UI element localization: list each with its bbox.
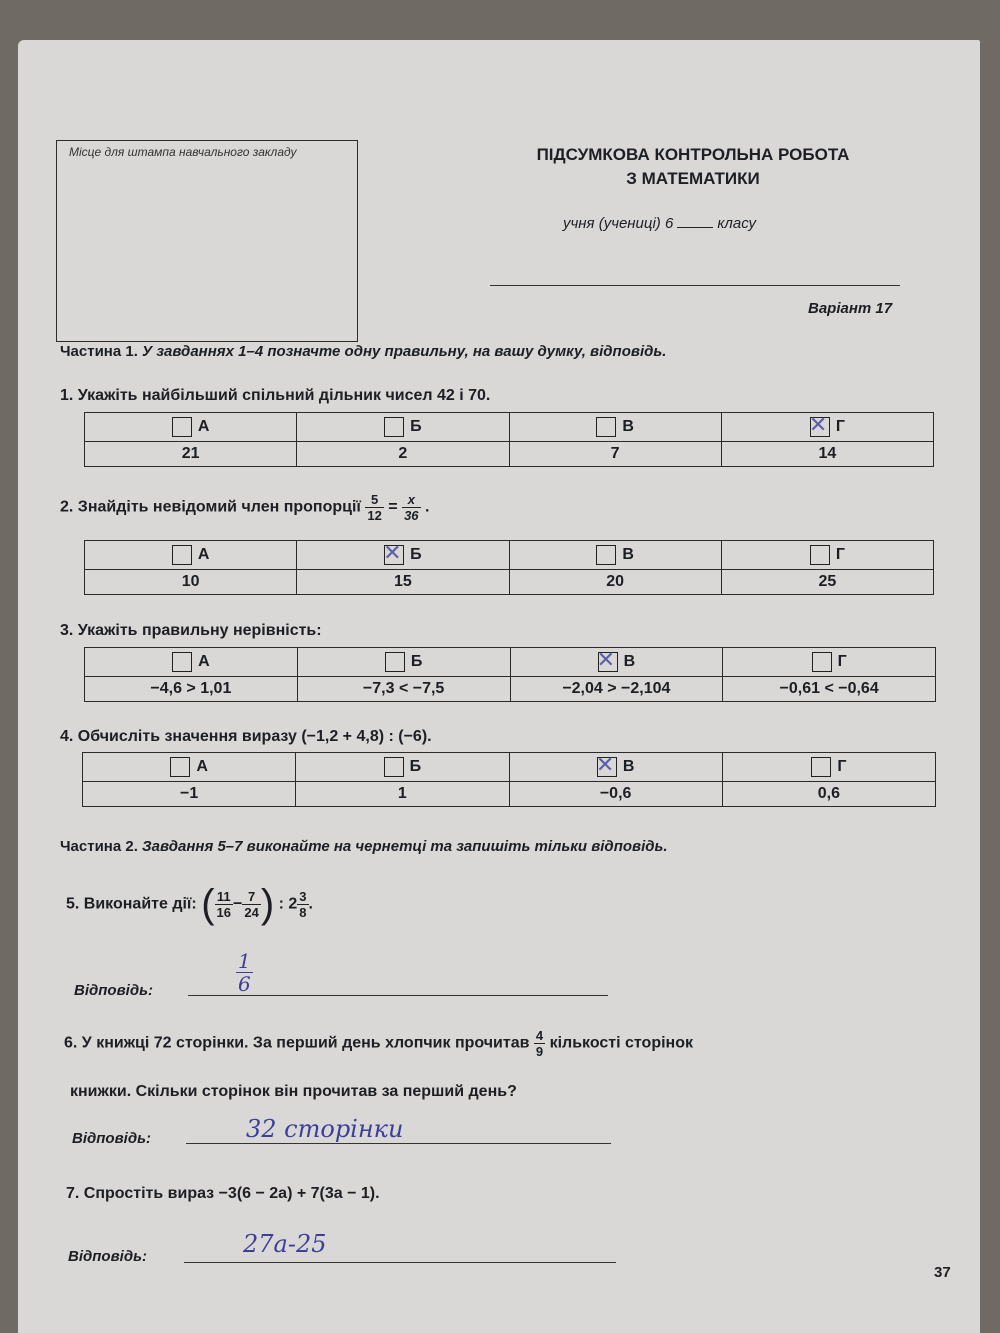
q5-mixed-den: 8 xyxy=(299,905,307,920)
q2-frac-a-den: 12 xyxy=(367,508,382,523)
q6-answer-handwritten: 32 сторінки xyxy=(246,1115,404,1143)
q1-text: 1. Укажіть найбільший спільний дільник чисел 42 і 70. xyxy=(60,387,491,404)
q3-text: 3. Укажіть правильну нерівність: xyxy=(60,622,322,639)
q2-letter-g: Г xyxy=(835,546,845,564)
q4-letter-a: А xyxy=(196,758,208,776)
q4-option-a[interactable] xyxy=(83,753,296,782)
q4-value-g: 0,6 xyxy=(722,782,935,807)
q2-value-b: 15 xyxy=(297,570,509,595)
q2-letter-a: А xyxy=(197,546,210,564)
part2-text: Завдання 5–7 виконайте на чернетці та запишіть тільки відповідь. xyxy=(142,838,668,855)
q1-values-row xyxy=(85,442,934,467)
q5-answer-field[interactable] xyxy=(188,995,608,996)
q4-value-b: 1 xyxy=(296,782,509,807)
q5-f1-num: 11 xyxy=(215,889,233,905)
part2-heading xyxy=(60,838,668,855)
q2-values-row xyxy=(85,570,934,595)
class-blank[interactable] xyxy=(677,227,713,228)
q2-fraction-a xyxy=(365,492,383,523)
q2-option-a[interactable] xyxy=(85,541,297,570)
page-number: 37 xyxy=(934,1264,951,1281)
q1-checkbox-g[interactable] xyxy=(810,417,830,437)
q3-letter-b: Б xyxy=(410,653,423,671)
worksheet-page xyxy=(18,40,980,1333)
q1-option-g[interactable] xyxy=(721,413,933,442)
q4-checkbox-b[interactable] xyxy=(384,757,404,777)
q1-value-g: 14 xyxy=(721,442,933,467)
q3-values-row xyxy=(85,677,936,702)
q4-checkbox-a[interactable] xyxy=(170,757,190,777)
variant-label: Варіант 17 xyxy=(808,300,893,317)
q1-letter-a: А xyxy=(197,418,210,436)
q4-letter-v: В xyxy=(622,758,635,776)
q3-option-g[interactable] xyxy=(723,648,936,677)
q4-value-a: −1 xyxy=(83,782,296,807)
q5-minus: − xyxy=(233,895,243,913)
q5-open-paren: ( xyxy=(201,882,215,926)
pupil-prefix: учня (учениці) 6 xyxy=(563,215,674,232)
q2-checkbox-g[interactable] xyxy=(810,545,830,565)
q3-option-v[interactable] xyxy=(510,648,723,677)
q2-option-v[interactable] xyxy=(509,541,721,570)
q6-answer-field[interactable] xyxy=(186,1143,611,1144)
q2-fraction-b xyxy=(402,492,420,523)
q1-letter-b: Б xyxy=(410,418,422,436)
q5-answer-label: Відповідь: xyxy=(74,982,153,999)
stamp-box xyxy=(56,140,358,342)
part2-label: Частина 2. xyxy=(60,838,138,855)
q1-letter-v: В xyxy=(622,418,634,436)
q1-letters-row xyxy=(85,413,934,442)
q2-value-g: 25 xyxy=(721,570,933,595)
q2-end: . xyxy=(425,498,430,516)
q3-value-b: −7,3 < −7,5 xyxy=(297,677,510,702)
q2-checkbox-b[interactable] xyxy=(384,545,404,565)
q1-checkbox-a[interactable] xyxy=(172,417,192,437)
part1-text: У завданнях 1–4 позначте одну правильну, на вашу думку, відповідь. xyxy=(142,343,667,360)
title-line-1: ПІДСУМКОВА КОНТРОЛЬНА РОБОТА xyxy=(536,145,850,164)
q2-options-table xyxy=(84,540,934,595)
q2-letter-v: В xyxy=(622,546,634,564)
q3-checkbox-a[interactable] xyxy=(172,652,192,672)
q6-question-line2: книжки. Скільки сторінок він прочитав за перший день? xyxy=(70,1083,517,1100)
q2-checkbox-a[interactable] xyxy=(172,545,192,565)
part1-heading xyxy=(60,343,666,360)
q6-fraction xyxy=(534,1028,545,1059)
q1-letter-g: Г xyxy=(835,418,845,436)
q6-question-line1 xyxy=(64,1028,964,1059)
q3-option-a[interactable] xyxy=(85,648,298,677)
q5-mixed-whole: 2 xyxy=(288,895,298,913)
pupil-suffix: класу xyxy=(717,215,757,232)
q3-option-b[interactable] xyxy=(297,648,510,677)
q5-fraction-2 xyxy=(242,889,260,920)
q1-option-a[interactable] xyxy=(85,413,297,442)
q2-option-b[interactable] xyxy=(297,541,509,570)
q7-answer-label: Відповідь: xyxy=(68,1248,147,1265)
q5-mixed-fraction xyxy=(297,889,308,920)
page-title xyxy=(498,143,888,191)
q1-checkbox-v[interactable] xyxy=(596,417,616,437)
q4-value-v: −0,6 xyxy=(509,782,722,807)
q2-equals: = xyxy=(388,498,398,516)
q4-checkbox-g[interactable] xyxy=(811,757,831,777)
q2-value-v: 20 xyxy=(509,570,721,595)
q3-checkbox-v[interactable] xyxy=(598,652,618,672)
q1-value-b: 2 xyxy=(297,442,509,467)
title-line-2: З МАТЕМАТИКИ xyxy=(626,169,760,188)
q2-frac-b-num: x xyxy=(402,492,420,508)
name-line[interactable] xyxy=(490,285,900,286)
q6-frac-den: 9 xyxy=(535,1044,544,1059)
q7-answer-field[interactable] xyxy=(184,1262,616,1263)
q2-question xyxy=(60,492,429,523)
q7-text: 7. Спростіть вираз −3(6 − 2a) + 7(3a − 1). xyxy=(66,1185,380,1202)
q1-value-v: 7 xyxy=(509,442,721,467)
q5-answer-num: 1 xyxy=(238,949,251,973)
q5-f2-den: 24 xyxy=(244,905,259,920)
q2-letter-b: Б xyxy=(410,546,422,564)
q5-end: . xyxy=(308,895,313,913)
q2-value-a: 10 xyxy=(85,570,297,595)
q1-checkbox-b[interactable] xyxy=(384,417,404,437)
q5-prefix: 5. Виконайте дії: xyxy=(66,895,197,913)
q4-values-row xyxy=(83,782,936,807)
q3-letter-a: А xyxy=(198,653,210,671)
q1-option-b[interactable] xyxy=(297,413,509,442)
q6-answer-label: Відповідь: xyxy=(72,1130,151,1147)
q5-answer-handwritten xyxy=(236,950,253,995)
q4-options-table xyxy=(82,752,936,807)
q6-frac-num: 4 xyxy=(535,1028,544,1043)
q2-letters-row xyxy=(85,541,934,570)
q4-letters-row xyxy=(83,753,936,782)
q6-line1-end: кількості сторінок xyxy=(549,1034,693,1052)
q5-f1-den: 16 xyxy=(216,905,232,920)
q3-options-table xyxy=(84,647,936,702)
q5-fraction-1 xyxy=(215,889,233,920)
q4-option-b[interactable] xyxy=(296,753,509,782)
part1-label: Частина 1. xyxy=(60,343,138,360)
q4-text: 4. Обчисліть значення виразу (−1,2 + 4,8) : (−6). xyxy=(60,728,432,745)
q2-frac-b-den: 36 xyxy=(404,508,419,523)
q4-letter-b: Б xyxy=(409,758,422,776)
q5-answer-den: 6 xyxy=(238,972,251,996)
q2-checkbox-v[interactable] xyxy=(596,545,616,565)
q3-letter-g: Г xyxy=(837,653,847,671)
q5-f2-num: 7 xyxy=(242,889,260,905)
q4-option-g[interactable] xyxy=(722,753,935,782)
q3-letter-v: В xyxy=(623,653,636,671)
q1-value-a: 21 xyxy=(85,442,297,467)
q5-question xyxy=(66,882,313,927)
q3-value-v: −2,04 > −2,104 xyxy=(510,677,723,702)
q3-checkbox-g[interactable] xyxy=(812,652,832,672)
q3-letters-row xyxy=(85,648,936,677)
q4-letter-g: Г xyxy=(837,758,847,776)
q4-checkbox-v[interactable] xyxy=(597,757,617,777)
q2-frac-a-num: 5 xyxy=(365,492,383,508)
q5-colon: : xyxy=(278,895,284,913)
q6-line1-start: 6. У книжці 72 сторінки. За перший день хлопчик прочитав xyxy=(64,1034,530,1052)
q3-checkbox-b[interactable] xyxy=(385,652,405,672)
q2-option-g[interactable] xyxy=(721,541,933,570)
q3-value-g: −0,61 < −0,64 xyxy=(723,677,936,702)
q4-option-v[interactable] xyxy=(509,753,722,782)
q7-answer-handwritten: 27a-25 xyxy=(243,1230,327,1258)
q1-options-table xyxy=(84,412,934,467)
stamp-label: Місце для штампа навчального закладу xyxy=(69,145,297,159)
q5-mixed-num: 3 xyxy=(299,889,307,904)
q3-value-a: −4,6 > 1,01 xyxy=(85,677,298,702)
q5-close-paren: ) xyxy=(260,882,275,926)
q2-text: 2. Знайдіть невідомий член пропорції xyxy=(60,498,361,516)
q1-option-v[interactable] xyxy=(509,413,721,442)
pupil-class-line xyxy=(563,215,756,232)
